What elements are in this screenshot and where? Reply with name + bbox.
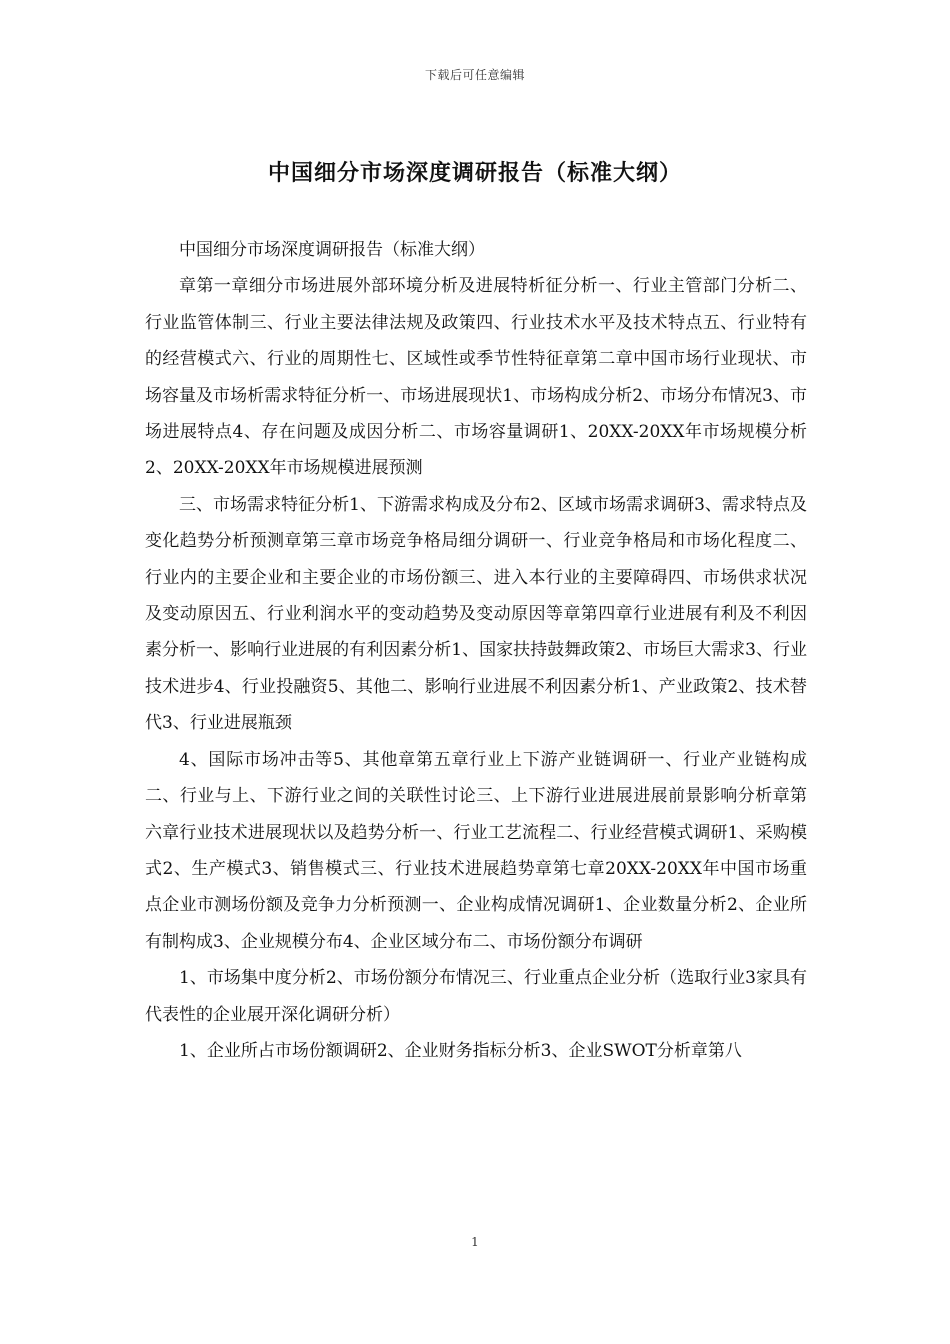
body-paragraph: 4、国际市场冲击等5、其他章第五章行业上下游产业链调研一、行业产业链构成二、行业与上、下游行业之间的关联性讨论三、上下游行业进展进展前景影响分析章第六章行业技术进展现状以及趋势分析一、行业工艺流程二、行业经营模式调研1、采购模式2、生产模式3、销售模式三、行业技术进展趋势章第七章20XX-20XX年中国市场重点企业市测场份额及竞争力分析预测一、企业构成情况调研1、企业数量分析2、企业所有制构成3、企业规模分布4、企业区域分布二、市场份额分布调研 [145, 749, 807, 952]
header-note: 下载后可任意编辑 [424, 68, 525, 82]
document-title: 中国细分市场深度调研报告（标准大纲） [267, 160, 682, 186]
page-number: 1 [471, 1235, 479, 1249]
body-paragraph: 中国细分市场深度调研报告（标准大纲） [179, 240, 485, 260]
body-paragraph: 1、市场集中度分析2、市场份额分布情况三、行业重点企业分析（选取行业3家具有代表性的企业展开深化调研分析） [145, 968, 807, 1025]
body-paragraph: 三、市场需求特征分析1、下游需求构成及分布2、区域市场需求调研3、需求特点及变化趋势分析预测章第三章市场竞争格局细分调研一、行业竞争格局和市场化程度二、行业内的主要企业和主要企业的市场份额三、进入本行业的主要障碍四、市场供求状况及变动原因五、行业利润水平的变动趋势及变动原因等章第四章行业进展有利及不利因素分析一、影响行业进展的有利因素分析1、国家扶持鼓舞政策2、市场巨大需求3、行业技术进步4、行业投融资5、其他二、影响行业进展不利因素分析1、产业政策2、技术替代3、行业进展瓶颈 [145, 494, 807, 734]
document-body [145, 232, 807, 1069]
body-paragraph: 1、企业所占市场份额调研2、企业财务指标分析3、企业SWOT分析章第八 [179, 1040, 742, 1061]
body-paragraph: 章第一章细分市场进展外部环境分析及进展特析征分析一、行业主管部门分析二、行业监管体制三、行业主要法律法规及政策四、行业技术水平及技术特点五、行业特有的经营模式六、行业的周期性七、区域性或季节性特征章第二章中国市场行业现状、市场容量及市场析需求特征分析一、市场进展现状1、市场构成分析2、市场分布情况3、市场进展特点4、存在问题及成因分析二、市场容量调研1、20XX-20XX年市场规模分析2、20XX-20XX年市场规模进展预测 [145, 276, 807, 479]
